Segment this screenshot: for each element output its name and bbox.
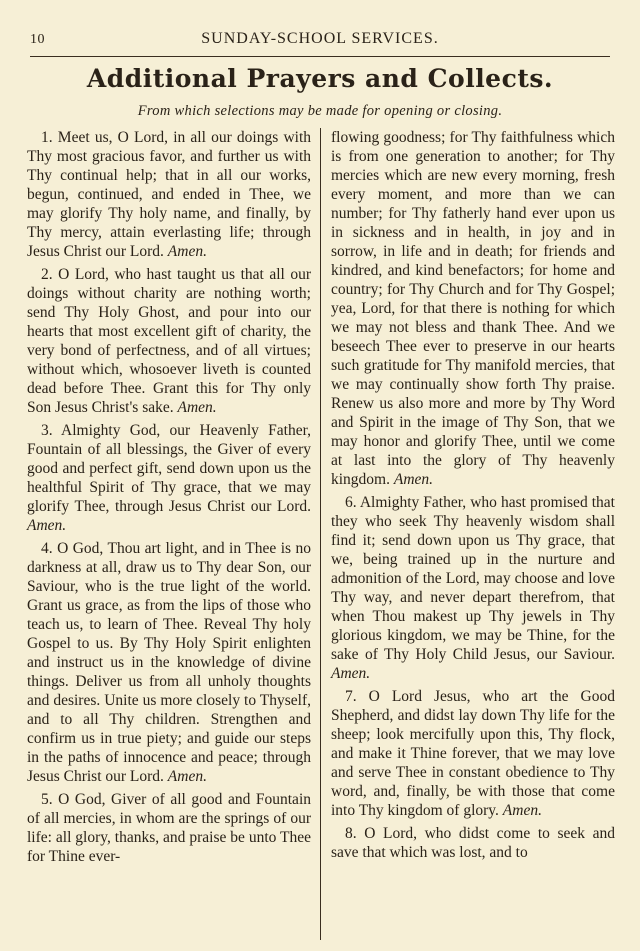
column-divider [320,128,321,940]
prayer-paragraph [331,128,615,489]
prayer-paragraph [27,128,311,261]
header-rule [30,56,610,57]
prayer-text: 6. Almighty Father, who hast promised that they who seek Thy heavenly wisdom shall find it; send down upon us Thy grace, that we, being trained up in the nurture and admonition of the Lord, may choose and love Thy way, and never depart therefrom, that when Thou makest up Thy jewels in Thy glorious kingdom, we may be Thine, for the sake of Thy Holy Child Jesus, our Saviour. [331,494,615,663]
amen-text: Amen. [177,399,217,416]
prayer-paragraph [331,687,615,820]
amen-text: Amen. [167,243,207,260]
prayer-paragraph [27,421,311,535]
left-column [27,128,311,870]
running-head [30,30,610,52]
right-column [331,128,615,866]
prayer-paragraph [27,790,311,866]
prayer-paragraph [27,539,311,786]
amen-text: Amen. [393,471,434,488]
amen-text: Amen. [167,768,207,785]
prayer-paragraph [27,265,311,417]
prayer-text: 7. O Lord Jesus, who art the Good Shepherd, and didst lay down Thy life for the sheep; look mercifully upon this, Thy flock, and make it Thine forever, that we may love and serve Thee in constant obedience to Thy word, and, finally, be with those that come into Thy kingdom of glory. [331,688,615,819]
amen-text: Amen. [502,802,542,819]
amen-text: Amen. [27,517,67,534]
prayer-paragraph [331,824,615,862]
prayer-text: 2. O Lord, who hast taught us that all our doings without charity are nothing worth; send Thy Holy Ghost, and pour into our hearts that most excellent gift of charity, the very bond of perfectness, and of all virtues; without which, whosoever liveth is counted dead before Thee. Grant this for Thy only Son Jesus Christ's sake. [27,266,311,416]
section-subtitle: From which selections may be made for opening or closing. [137,103,503,119]
prayer-text: 1. Meet us, O Lord, in all our doings with Thy most gracious favor, and further us with Thy continual help; that in all our works, begun, continued, and ended in Thee, we may glorify Thy holy name, and finally, by Thy mercy, attain everlasting life; through Jesus Christ our Lord. [27,129,311,260]
amen-text: Amen. [331,665,371,682]
prayer-text: 5. O God, Giver of all good and Fountain of all mercies, in whom are the springs of our life: all glory, thanks, and praise be unto Thee for Thine ever- [27,791,311,865]
running-title: SUNDAY-SCHOOL SERVICES. [201,30,439,47]
section-title: Additional Prayers and Collects. [86,64,554,93]
prayer-text: 4. O God, Thou art light, and in Thee is no darkness at all, draw us to Thy dear Son, our Saviour, who is the true light of the world. Grant us grace, as from the lips of those who teach us, to learn of Thee. Reveal Thy holy Gospel to us. By Thy Holy Spirit enlighten and instruct us in the knowledge of divine things. Deliver us from all unholy thoughts and desires. Unite us more closely to Thyself, and to all Thy children. Strengthen and confirm us in true piety; and guide our steps in the paths of innocence and peace; through Jesus Christ our Lord. [27,540,311,785]
prayer-text: flowing goodness; for Thy faithfulness which is from one generation to another; for Thy mercies which are new every morning, fresh every moment, and more than we can number; for Thy fatherly hand ever upon us in sickness and in health, in joy and in sorrow, in life and in death; for friends and kindred, and kind benefactors; for home and country; for Thy Church and for Thy Gospel; yea, Lord, for that there is nothing for which we may not bless and thank Thee. And we beseech Thee ever to preserve in our hearts such gratitude for Thy manifold mercies, that we may continually show forth Thy praise. Renew us also more and more by Thy Word and Spirit in the image of Thy Son, that we may honor and glorify Thee, until we come at last into the glory of Thy heavenly kingdom. [331,129,615,488]
page-number: 10 [30,32,45,47]
prayer-text: 3. Almighty God, our Heavenly Father, Fountain of all blessings, the Giver of every good and perfect gift, send down upon us the healthful Spirit of Thy grace, that we may glorify Thee, through Jesus Christ our Lord. [27,422,311,515]
prayer-paragraph [331,493,615,683]
prayer-text: 8. O Lord, who didst come to seek and save that which was lost, and to [331,825,615,861]
